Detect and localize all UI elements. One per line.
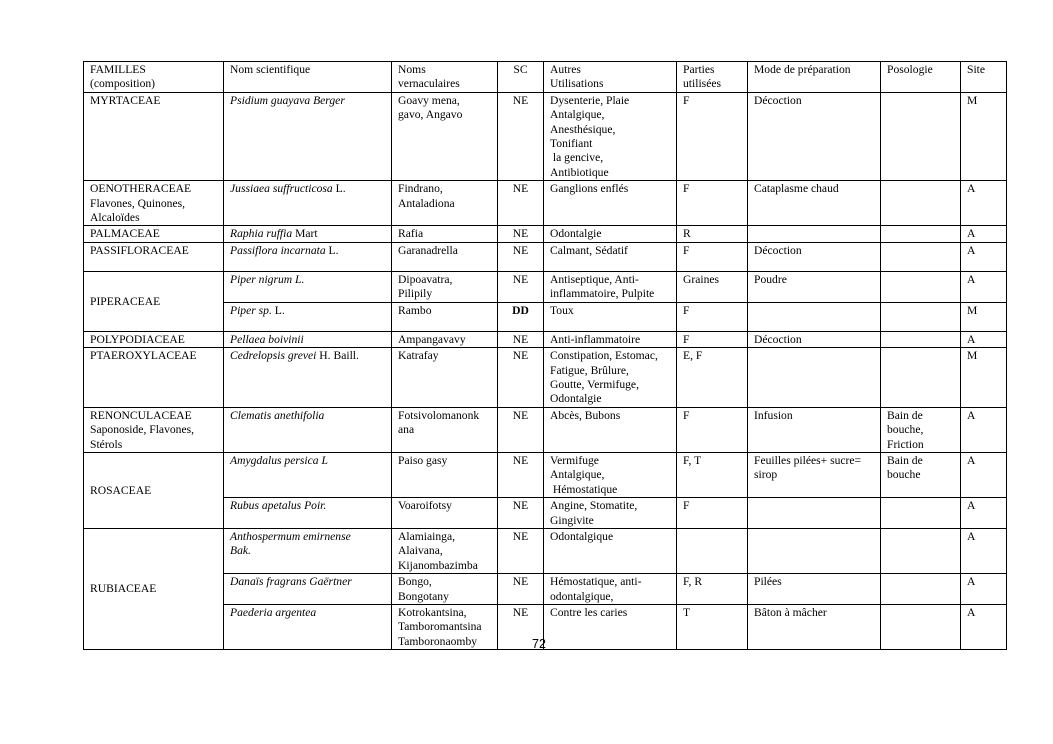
cell-sc: NE — [498, 92, 544, 180]
cell-noms-vernaculaires: Alamiainga, Alaivana, Kijanombazimba — [392, 528, 498, 573]
cell-sc: NE — [498, 528, 544, 573]
cell-mode-preparation — [748, 348, 881, 408]
cell-sc: NE — [498, 181, 544, 226]
cell-autres-utilisations: Hémostatique, anti- odontalgique, — [544, 574, 677, 605]
table-row — [84, 92, 1007, 180]
cell-mode-preparation: Infusion — [748, 407, 881, 452]
cell-sc: NE — [498, 271, 544, 302]
cell-posologie — [881, 348, 961, 408]
header-posologie: Posologie — [881, 62, 961, 93]
cell-sc: DD — [498, 302, 544, 331]
scientific-name-italic-cont: Bak. — [230, 544, 251, 558]
table-row — [84, 181, 1007, 226]
cell-autres-utilisations: Antiseptique, Anti- inflammatoire, Pulpite — [544, 271, 677, 302]
cell-site: A — [961, 498, 1007, 529]
cell-parties-utilisees: F — [677, 331, 748, 347]
cell-autres-utilisations: Contre les caries — [544, 605, 677, 650]
cell-autres-utilisations: Toux — [544, 302, 677, 331]
cell-sc: NE — [498, 226, 544, 242]
cell-sc: NE — [498, 452, 544, 497]
table-row — [84, 242, 1007, 271]
cell-parties-utilisees: R — [677, 226, 748, 242]
cell-familles: RUBIACEAE — [84, 528, 224, 649]
cell-sc: NE — [498, 242, 544, 271]
cell-posologie — [881, 528, 961, 573]
cell-parties-utilisees: F, R — [677, 574, 748, 605]
cell-nom-scientifique — [224, 226, 392, 242]
header-sc: SC — [498, 62, 544, 93]
cell-nom-scientifique — [224, 302, 392, 331]
cell-posologie: Bain de bouche, Friction — [881, 407, 961, 452]
cell-noms-vernaculaires: Garanadrella — [392, 242, 498, 271]
cell-noms-vernaculaires: Rafia — [392, 226, 498, 242]
cell-site: M — [961, 302, 1007, 331]
scientific-name-italic: Anthospermum emirnense — [230, 529, 351, 543]
cell-mode-preparation: Pilées — [748, 574, 881, 605]
cell-familles: PALMACEAE — [84, 226, 224, 242]
cell-autres-utilisations: Angine, Stomatite, Gingivite — [544, 498, 677, 529]
cell-mode-preparation: Décoction — [748, 92, 881, 180]
scientific-name-italic: Paederia argentea — [230, 606, 317, 619]
cell-parties-utilisees: Graines — [677, 271, 748, 302]
cell-parties-utilisees: F — [677, 92, 748, 180]
cell-sc: NE — [498, 407, 544, 452]
cell-parties-utilisees: E, F — [677, 348, 748, 408]
scientific-name-italic: Passiflora incarnata — [230, 243, 326, 257]
cell-familles: MYRTACEAE — [84, 92, 224, 180]
cell-nom-scientifique — [224, 498, 392, 529]
cell-noms-vernaculaires: Voaroifotsy — [392, 498, 498, 529]
cell-parties-utilisees: F — [677, 181, 748, 226]
cell-sc: NE — [498, 574, 544, 605]
cell-posologie — [881, 92, 961, 180]
cell-site: A — [961, 331, 1007, 347]
cell-posologie — [881, 226, 961, 242]
cell-familles: PIPERACEAE — [84, 271, 224, 331]
cell-sc: NE — [498, 605, 544, 650]
cell-nom-scientifique — [224, 348, 392, 408]
cell-familles: PTAEROXYLACEAE — [84, 348, 224, 408]
cell-parties-utilisees — [677, 528, 748, 573]
cell-parties-utilisees: F — [677, 242, 748, 271]
cell-nom-scientifique — [224, 331, 392, 347]
cell-site: A — [961, 271, 1007, 302]
cell-autres-utilisations: Odontalgie — [544, 226, 677, 242]
cell-mode-preparation: Bâton à mâcher — [748, 605, 881, 650]
cell-autres-utilisations: Anti-inflammatoire — [544, 331, 677, 347]
cell-parties-utilisees: T — [677, 605, 748, 650]
scientific-name-author: L. — [271, 303, 285, 317]
cell-mode-preparation: Décoction — [748, 242, 881, 271]
scientific-name-author: Mart — [292, 227, 318, 241]
cell-sc: NE — [498, 331, 544, 347]
cell-site: M — [961, 348, 1007, 408]
cell-familles: POLYPODIACEAE — [84, 331, 224, 347]
cell-familles: PASSIFLORACEAE — [84, 242, 224, 271]
cell-site: A — [961, 605, 1007, 650]
scientific-name-italic: Amygdalus persica L — [230, 453, 328, 467]
cell-noms-vernaculaires: Fotsivolomanonk ana — [392, 407, 498, 452]
cell-autres-utilisations: Odontalgique — [544, 528, 677, 573]
cell-site: A — [961, 226, 1007, 242]
scientific-name-italic: Pellaea boivinii — [230, 332, 304, 346]
scientific-name-author: L. — [332, 182, 346, 196]
scientific-name-italic: Jussiaea suffructicosa — [230, 182, 333, 196]
table-header-row — [84, 62, 1007, 93]
header-nom-scientifique: Nom scientifique — [224, 62, 392, 93]
cell-noms-vernaculaires: Ampangavavy — [392, 331, 498, 347]
cell-site: A — [961, 242, 1007, 271]
scientific-name-italic: Cedrelopsis grevei — [230, 349, 317, 363]
cell-site: A — [961, 528, 1007, 573]
table-row — [84, 528, 1007, 573]
cell-posologie — [881, 242, 961, 271]
scientific-name-author: L. — [325, 243, 339, 257]
cell-mode-preparation — [748, 302, 881, 331]
table-row — [84, 271, 1007, 302]
scientific-name-italic: Raphia ruffia — [230, 227, 293, 241]
cell-mode-preparation: Feuilles pilées+ sucre= sirop — [748, 452, 881, 497]
cell-site: M — [961, 92, 1007, 180]
cell-autres-utilisations: Calmant, Sédatif — [544, 242, 677, 271]
cell-sc: NE — [498, 498, 544, 529]
header-familles: FAMILLES (composition) — [84, 62, 224, 93]
cell-posologie — [881, 271, 961, 302]
cell-sc: NE — [498, 348, 544, 408]
cell-parties-utilisees: F — [677, 407, 748, 452]
ethnobotany-table — [83, 61, 1007, 650]
scientific-name-italic: Rubus apetalus Poir. — [230, 499, 327, 513]
cell-parties-utilisees: F, T — [677, 452, 748, 497]
table-row — [84, 452, 1007, 497]
cell-posologie — [881, 181, 961, 226]
cell-posologie — [881, 498, 961, 529]
cell-nom-scientifique — [224, 528, 392, 573]
cell-noms-vernaculaires: Bongo, Bongotany — [392, 574, 498, 605]
cell-site: A — [961, 181, 1007, 226]
cell-posologie: Bain de bouche — [881, 452, 961, 497]
scientific-name-italic: Psidium guayava Berger — [230, 93, 345, 107]
cell-nom-scientifique — [224, 242, 392, 271]
scientific-name-italic: Clematis anethifolia — [230, 408, 325, 422]
cell-nom-scientifique — [224, 181, 392, 226]
cell-parties-utilisees: F — [677, 498, 748, 529]
scientific-name-italic: Danaïs fragrans Gaërtner — [230, 575, 352, 589]
cell-noms-vernaculaires: Kotrokantsina, Tamboromantsina Tamboronaomby — [392, 605, 498, 650]
cell-posologie — [881, 302, 961, 331]
header-noms-vernaculaires: Noms vernaculaires — [392, 62, 498, 93]
cell-mode-preparation — [748, 226, 881, 242]
cell-autres-utilisations: Abcès, Bubons — [544, 407, 677, 452]
cell-familles: OENOTHERACEAE Flavones, Quinones, Alcaloïdes — [84, 181, 224, 226]
header-autres-utilisations: Autres Utilisations — [544, 62, 677, 93]
table-row — [84, 348, 1007, 408]
table-row — [84, 331, 1007, 347]
cell-noms-vernaculaires: Dipoavatra, Pilipily — [392, 271, 498, 302]
cell-mode-preparation: Poudre — [748, 271, 881, 302]
page-number: 72 — [532, 637, 546, 651]
cell-noms-vernaculaires: Paiso gasy — [392, 452, 498, 497]
cell-posologie — [881, 574, 961, 605]
cell-noms-vernaculaires: Findrano, Antaladiona — [392, 181, 498, 226]
scientific-name-author: H. Baill. — [316, 349, 359, 363]
cell-nom-scientifique — [224, 92, 392, 180]
cell-mode-preparation — [748, 528, 881, 573]
cell-autres-utilisations: Constipation, Estomac, Fatigue, Brûlure, Goutte, Vermifuge, Odontalgie — [544, 348, 677, 408]
cell-site: A — [961, 574, 1007, 605]
table-row — [84, 226, 1007, 242]
cell-autres-utilisations: Ganglions enflés — [544, 181, 677, 226]
cell-autres-utilisations: Dysenterie, Plaie Antalgique, Anesthésique, Tonifiant la gencive, Antibiotique — [544, 92, 677, 180]
scientific-name-italic: Piper nigrum L. — [230, 272, 305, 286]
cell-autres-utilisations: Vermifuge Antalgique, Hémostatique — [544, 452, 677, 497]
cell-parties-utilisees: F — [677, 302, 748, 331]
cell-site: A — [961, 407, 1007, 452]
cell-nom-scientifique — [224, 271, 392, 302]
cell-posologie — [881, 331, 961, 347]
cell-site: A — [961, 452, 1007, 497]
cell-nom-scientifique — [224, 574, 392, 605]
header-parties-utilisees: Parties utilisées — [677, 62, 748, 93]
header-site: Site — [961, 62, 1007, 93]
cell-familles: ROSACEAE — [84, 452, 224, 528]
cell-nom-scientifique — [224, 407, 392, 452]
cell-mode-preparation — [748, 498, 881, 529]
scientific-name-italic: Piper sp. — [230, 303, 272, 317]
cell-familles: RENONCULACEAE Saponoside, Flavones, Stérols — [84, 407, 224, 452]
cell-mode-preparation: Décoction — [748, 331, 881, 347]
table-row — [84, 407, 1007, 452]
cell-nom-scientifique — [224, 452, 392, 497]
cell-noms-vernaculaires: Rambo — [392, 302, 498, 331]
header-mode-preparation: Mode de préparation — [748, 62, 881, 93]
cell-mode-preparation: Cataplasme chaud — [748, 181, 881, 226]
cell-noms-vernaculaires: Goavy mena, gavo, Angavo — [392, 92, 498, 180]
cell-noms-vernaculaires: Katrafay — [392, 348, 498, 408]
